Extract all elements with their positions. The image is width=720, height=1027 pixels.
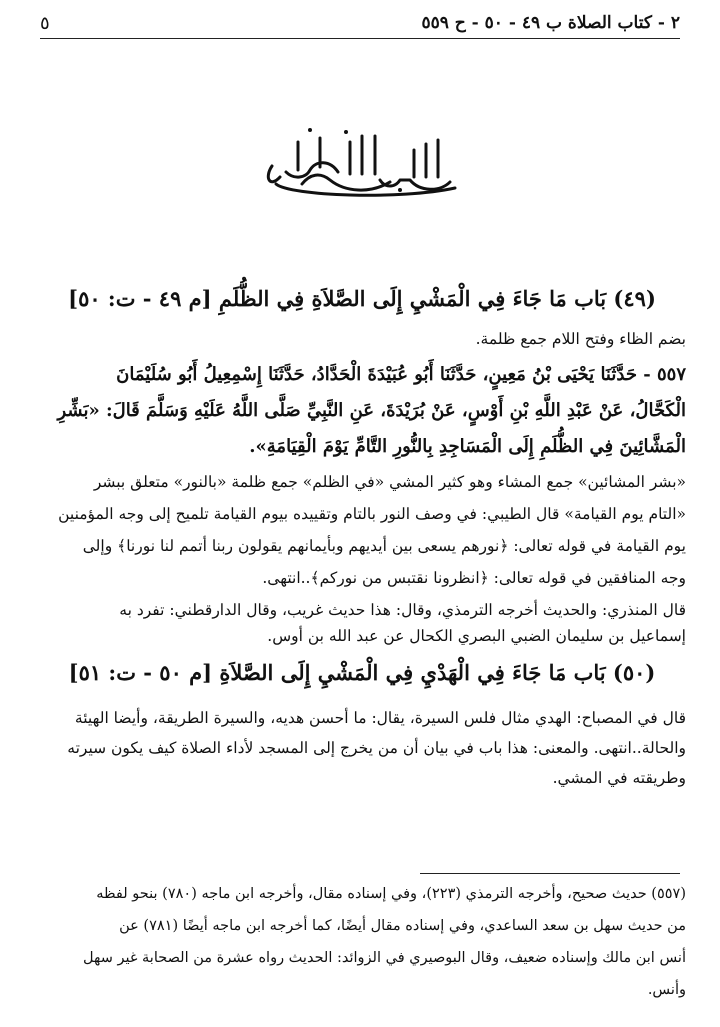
chapter-49-note: بضم الظاء وفتح اللام جمع ظلمة. <box>475 330 686 348</box>
chapter-49-title: (٤٩) بَاب مَا جَاءَ فِي الْمَشْيِ إِلَى الصَّلاَةِ فِي الظُّلَمِ [م ٤٩ - ت: ٥٠] <box>68 286 656 311</box>
basmala-calligraphy-icon <box>250 122 470 202</box>
chapter-50-line-1: قال في المصباح: الهدي مثال فلس السيرة، يقال: ما أحسن هديه، والسيرة الطريقة، وأيضا الهيئة <box>74 709 686 727</box>
page-number: ٥ <box>40 12 50 34</box>
commentary-line-2: «التام يوم القيامة» قال الطيبي: في وصف النور بالتام وتقييده بيوم القيامة تلميح إلى وجه المؤمنين <box>58 505 686 523</box>
footnote-line-1: (٥٥٧) حديث صحيح، وأخرجه الترمذي (٢٢٣)، وفي إسناده مقال، وأخرجه ابن ماجه (٧٨٠) بنحو لفظه <box>96 886 686 902</box>
footnote-divider <box>420 873 680 874</box>
hadith-557-line-2: الْكَحَّالُ، عَنْ عَبْدِ اللَّهِ بْنِ أَوْسٍ، عَنْ بُرَيْدَةَ، عَنِ النَّبِيِّ صَلَّى اللَّهُ عَلَيْهِ وَسَلَّمَ قَالَ: «بَشِّرِ <box>57 400 686 421</box>
footnote-line-3: أنس ابن مالك وإسناده ضعيف، وقال البوصيري في الزوائد: الحديث رواه عشرة من الصحابة غير سهل <box>83 950 686 966</box>
running-title: ٢ - كتاب الصلاة ب ٤٩ - ٥٠ - ح ٥٥٩ <box>421 13 680 33</box>
chapter-50-line-3: وطريقته في المشي. <box>552 769 686 787</box>
commentary-line-5: قال المنذري: والحديث أخرجه الترمذي، وقال: هذا حديث غريب، وقال الدارقطني: تفرد به <box>119 601 686 619</box>
commentary-line-4: وجه المنافقين في قوله تعالى: ﴿انظرونا نقتبس من نوركم﴾..انتهى. <box>262 569 686 587</box>
hadith-557-line-1 <box>38 358 686 392</box>
footnote-line-2: من حديث سهل بن سعد الساعدي، وفي إسناده مقال أيضًا، كما أخرجه ابن ماجه أيضًا (٧٨١) عن <box>119 918 686 934</box>
chapter-50-line-2: والحالة..انتهى. والمعنى: هذا باب في بيان أن من يخرج إلى المسجد لأداء الصلاة كيف يكون سيرته <box>67 739 686 757</box>
commentary-line-1: «بشر المشائين» جمع المشاء وهو كثير المشي «في الظلم» جمع ظلمة «بالنور» متعلق ببشر <box>93 473 686 491</box>
commentary-line-6: إسماعيل بن سليمان الضبي البصري الكحال عن عبد الله بن أوس. <box>267 627 686 645</box>
chapter-50-title: (٥٠) بَاب مَا جَاءَ فِي الْهَدْيِ فِي الْمَشْيِ إِلَى الصَّلاَةِ [م ٥٠ - ت: ٥١] <box>68 660 656 685</box>
footnote-line-4: وأنس. <box>647 982 686 998</box>
commentary-line-3: يوم القيامة في قوله تعالى: ﴿نورهم يسعى بين أيديهم وبأيمانهم يقولون ربنا أتمم لنا نورنا﴾ وإلى <box>82 537 686 555</box>
hadith-number: ٥٥٧ - <box>643 364 686 385</box>
hadith-text: حَدَّثَنَا يَحْيَى بْنُ مَعِينٍ، حَدَّثَنَا أَبُو عُبَيْدَةَ الْحَدَّادُ، حَدَّثَنَا إِسْمِعِيلُ أَبُو سُلَيْمَانَ <box>116 364 637 385</box>
page-header <box>40 8 680 39</box>
hadith-557-line-3: الْمَشَّائِينَ فِي الظُّلَمِ إِلَى الْمَسَاجِدِ بِالنُّورِ التَّامِّ يَوْمَ الْقِيَامَةِ». <box>249 436 686 457</box>
